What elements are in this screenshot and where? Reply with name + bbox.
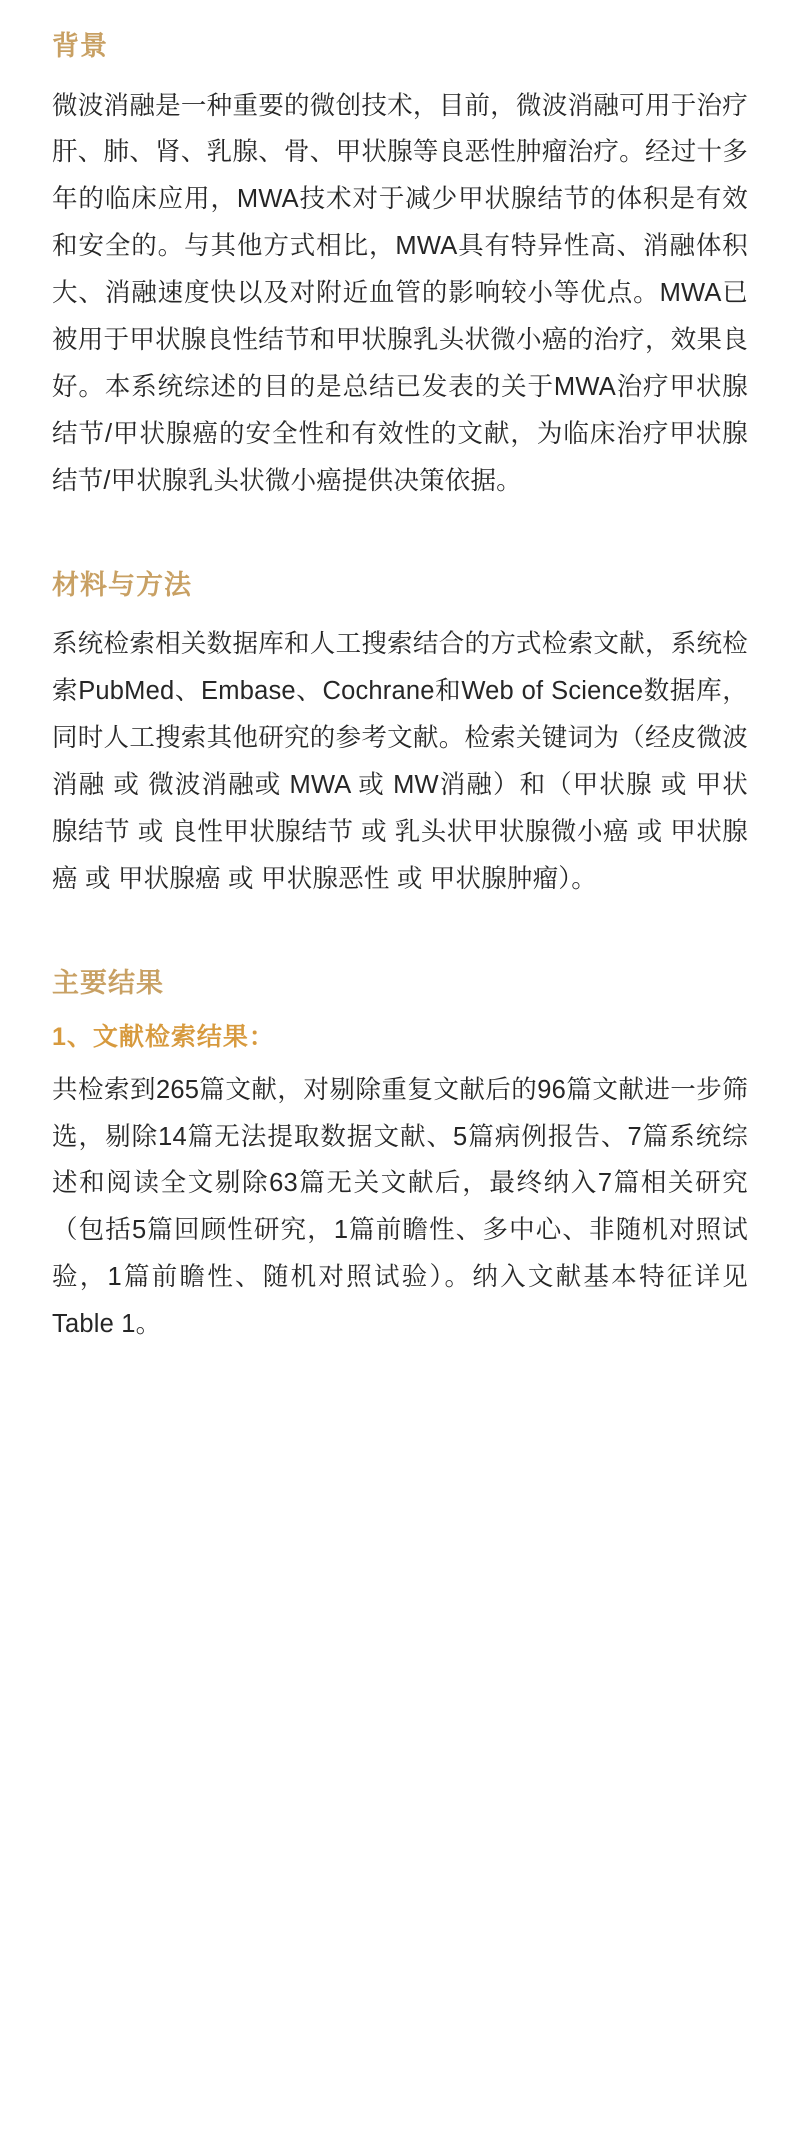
section-divider-space-2: [52, 917, 748, 963]
section-background: [52, 26, 748, 505]
section-divider-space-1: [52, 519, 748, 565]
section-body-main-results: 共检索到265篇文献，对剔除重复文献后的96篇文献进一步筛选，剔除14篇无法提取数据文献、5篇病例报告、7篇系统综述和阅读全文剔除63篇无关文献后，最终纳入7篇相关研究（包括5篇回顾性研究，1篇前瞻性、多中心、非随机对照试验，1篇前瞻性、随机对照试验）。纳入文献基本特征详见Table 1。: [52, 1075, 748, 1339]
section-subheading-literature-search: 1、文献检索结果：: [52, 1023, 275, 1052]
section-body-background: 微波消融是一种重要的微创技术，目前，微波消融可用于治疗肝、肺、肾、乳腺、骨、甲状腺等良恶性肿瘤治疗。经过十多年的临床应用，MWA技术对于减少甲状腺结节的体积是有效和安全的。与其他方式相比，MWA具有特异性高、消融体积大、消融速度快以及对附近血管的影响较小等优点。MWA已被用于甲状腺良性结节和甲状腺乳头状微小癌的治疗，效果良好。本系统综述的目的是总结已发表的关于MWA治疗甲状腺结节/甲状腺癌的安全性和有效性的文献，为临床治疗甲状腺结节/甲状腺乳头状微小癌提供决策依据。: [52, 91, 748, 495]
section-main-results: [52, 963, 748, 1348]
section-materials-and-methods: [52, 565, 748, 903]
section-heading-materials-and-methods: 材料与方法: [52, 569, 192, 600]
section-body-materials-and-methods: 系统检索相关数据库和人工搜索结合的方式检索文献，系统检索PubMed、Embase、Cochrane和Web of Science数据库，同时人工搜索其他研究的参考文献。检索关键词为（经皮微波消融 或 微波消融或 MWA 或 MW消融）和（甲状腺 或 甲状腺结节 或 良性甲状腺结节 或 乳头状甲状腺微小癌 或 甲状腺癌 或 甲状腺癌 或 甲状腺恶性 或 甲状腺肿瘤）。: [52, 630, 748, 893]
section-heading-main-results: 主要结果: [52, 967, 164, 998]
section-heading-background: 背景: [52, 31, 108, 61]
